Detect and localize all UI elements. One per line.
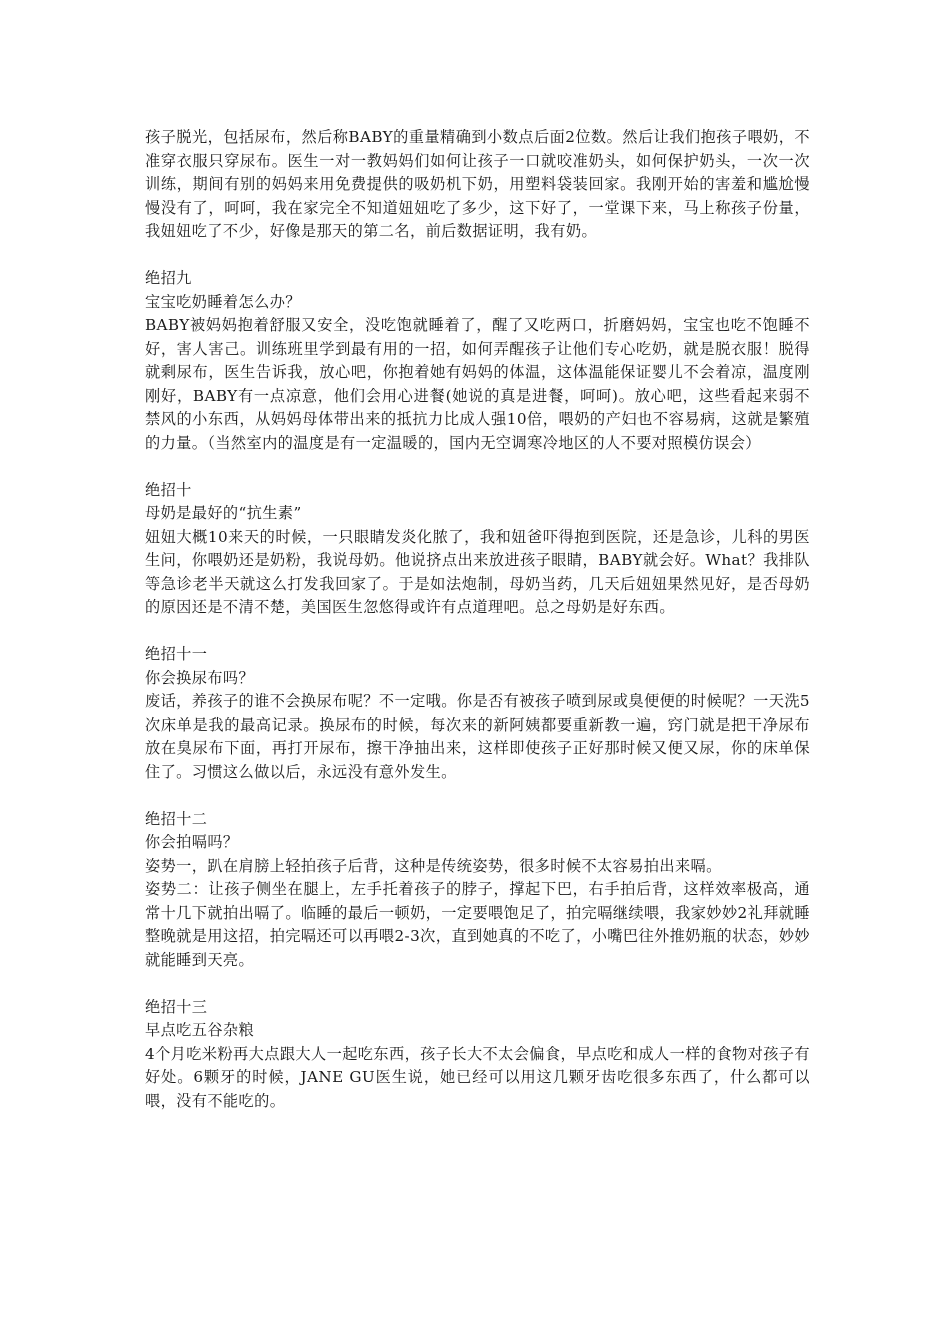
section-paragraph: BABY被妈妈抱着舒服又安全，没吃饱就睡着了，醒了又吃两口，折磨妈妈，宝宝也吃不饱睡不好，害人害己。训练班里学到最有用的一招，如何弄醒孩子让他们专心吃奶，就是脱衣服！脱得就剩尿布，医生告诉我，放心吧，你抱着她有妈妈的体温，这体温能保证婴儿不会着凉，温度刚刚好，BABY有一点凉意，他们会用心进餐(她说的真是进餐，呵呵)。放心吧，这些看起来弱不禁风的小东西，从妈妈母体带出来的抵抗力比成人强10倍，喂奶的产妇也不容易病，这就是繁殖的力量。（当然室内的温度是有一定温暖的，国内无空调寒冷地区的人不要对照模仿误会） xyxy=(145,316,810,452)
section-paragraph: 姿势一，趴在肩膀上轻拍孩子后背，这种是传统姿势，很多时候不太容易拍出来嗝。 xyxy=(145,856,722,875)
section-subtitle: 早点吃五谷杂粮 xyxy=(145,1021,255,1039)
section-paragraph: 姿势二：让孩子侧坐在腿上，左手托着孩子的脖子，撑起下巴，右手拍后背，这样效率极高，通常十几下就拍出嗝了。临睡的最后一顿奶，一定要喂饱足了，拍完嗝继续喂，我家妙妙2礼拜就睡整晚就是用这招，拍完嗝还可以再喂2-3次，直到她真的不吃了，小嘴巴往外推奶瓶的状态，妙妙就能睡到天亮。 xyxy=(145,880,810,969)
section-paragraph: 废话，养孩子的谁不会换尿布呢？不一定哦。你是否有被孩子喷到尿或臭便便的时候呢？一天洗5次床单是我的最高记录。换尿布的时候，每次来的新阿姨都要重新教一遍，窍门就是把干净尿布放在臭尿布下面，再打开尿布，擦干净抽出来，这样即使孩子正好那时候又便又尿，你的床单保住了。习惯这么做以后，永远没有意外发生。 xyxy=(145,692,810,781)
section-heading: 绝招十 xyxy=(145,480,192,499)
section-trick-9 xyxy=(145,267,810,455)
section-paragraph: 妞妞大概10来天的时候，一只眼睛发炎化脓了，我和妞爸吓得抱到医院，还是急诊，儿科的男医生问，你喂奶还是奶粉，我说母奶。他说挤点出来放进孩子眼睛，BABY就会好。What？我排队等急诊老半天就这么打发我回家了。于是如法炮制，母奶当药，几天后妞妞果然见好，是否母奶的原因还是不清不楚，美国医生忽悠得或许有点道理吧。总之母奶是好东西。 xyxy=(145,527,810,616)
section-heading: 绝招十二 xyxy=(145,809,208,828)
section-subtitle: 母奶是最好的“抗生素” xyxy=(145,504,302,522)
intro-paragraph: 孩子脱光，包括尿布，然后称BABY的重量精确到小数点后面2位数。然后让我们抱孩子喂奶，不准穿衣服只穿尿布。医生一对一教妈妈们如何让孩子一口就咬准奶头，如何保护奶头，一次一次训练，期间有别的妈妈来用免费提供的吸奶机下奶，用塑料袋装回家。我刚开始的害羞和尴尬慢慢没有了，呵呵，我在家完全不知道妞妞吃了多少，这下好了，一堂课下来，马上称孩子份量，我妞妞吃了不少，好像是那天的第二名，前后数据证明，我有奶。 xyxy=(145,128,810,240)
section-heading: 绝招十一 xyxy=(145,645,208,663)
section-subtitle: 你会换尿布吗？ xyxy=(145,668,255,687)
section-trick-13 xyxy=(145,996,810,1114)
section-heading: 绝招十三 xyxy=(145,997,208,1016)
section-trick-12 xyxy=(145,808,810,973)
section-trick-10 xyxy=(145,479,810,620)
section-heading: 绝招九 xyxy=(145,269,192,287)
section-trick-11 xyxy=(145,643,810,784)
section-subtitle: 你会拍嗝吗？ xyxy=(145,833,239,851)
document-page xyxy=(145,126,810,1113)
section-paragraph: 4个月吃米粉再大点跟大人一起吃东西，孩子长大不太会偏食，早点吃和成人一样的食物对孩子有好处。6颗牙的时候，JANE GU医生说，她已经可以用这几颗牙齿吃很多东西了，什么都可以喂，没有不能吃的。 xyxy=(145,1044,810,1110)
section-subtitle: 宝宝吃奶睡着怎么办？ xyxy=(145,292,301,311)
